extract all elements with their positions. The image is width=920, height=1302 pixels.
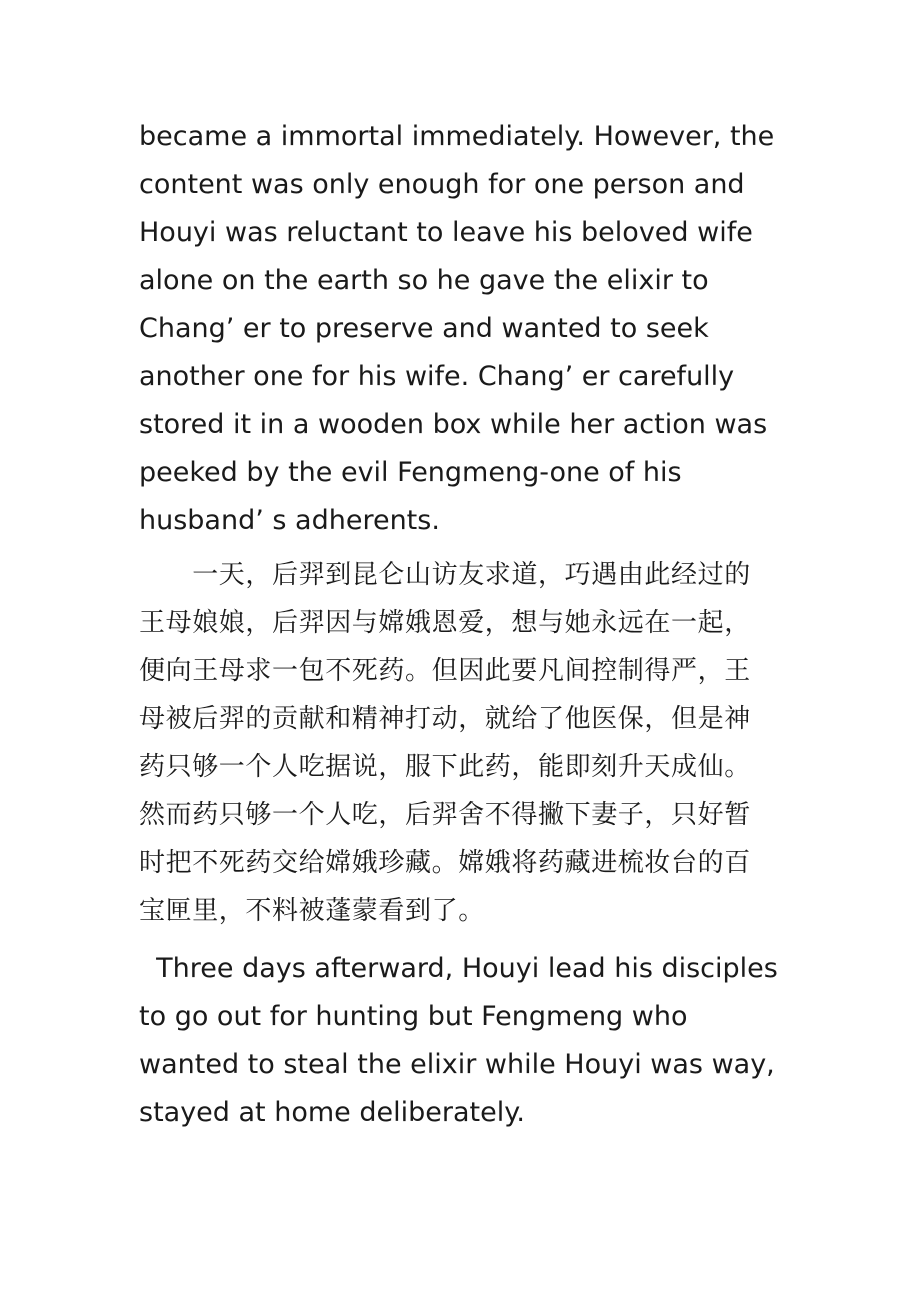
text-line: to go out for hunting but Fengmeng who <box>139 1001 688 1032</box>
english-paragraph-2 <box>139 945 784 1137</box>
chinese-paragraph <box>139 551 784 935</box>
text-line: became a immortal immediately. However, the <box>139 121 775 152</box>
text-line: stayed at home deliberately. <box>139 1097 525 1128</box>
text-line: content was only enough for one person and <box>139 169 745 200</box>
text-line: peeked by the evil Fengmeng-one of his <box>139 457 682 488</box>
text-line: 然而药只够一个人吃，后羿舍不得撇下妻子，只好暂 <box>139 800 751 830</box>
text-line: another one for his wife. Chang’ er carefully <box>139 361 735 392</box>
text-line: 母被后羿的贡献和精神打动，就给了他医保，但是神 <box>139 704 751 734</box>
english-paragraph-1 <box>139 113 784 545</box>
text-line: wanted to steal the elixir while Houyi was way, <box>139 1049 775 1080</box>
text-line: husband’ s adherents. <box>139 505 440 536</box>
text-line: 宝匣里，不料被蓬蒙看到了。 <box>139 896 485 926</box>
text-line: 一天，后羿到昆仑山访友求道，巧遇由此经过的 <box>139 560 751 590</box>
text-line: 药只够一个人吃据说，服下此药，能即刻升天成仙。 <box>139 752 751 782</box>
text-line: Houyi was reluctant to leave his beloved wife <box>139 217 753 248</box>
text-line: 时把不死药交给嫦娥珍藏。嫦娥将药藏进梳妆台的百 <box>139 848 751 878</box>
text-line: Chang’ er to preserve and wanted to seek <box>139 313 709 344</box>
text-line: 王母娘娘，后羿因与嫦娥恩爱，想与她永远在一起， <box>139 608 751 638</box>
text-line: alone on the earth so he gave the elixir to <box>139 265 709 296</box>
text-line: 便向王母求一包不死药。但因此要凡间控制得严，王 <box>139 656 751 686</box>
text-line: stored it in a wooden box while her action was <box>139 409 768 440</box>
text-line: Three days afterward, Houyi lead his disciples <box>139 953 778 984</box>
